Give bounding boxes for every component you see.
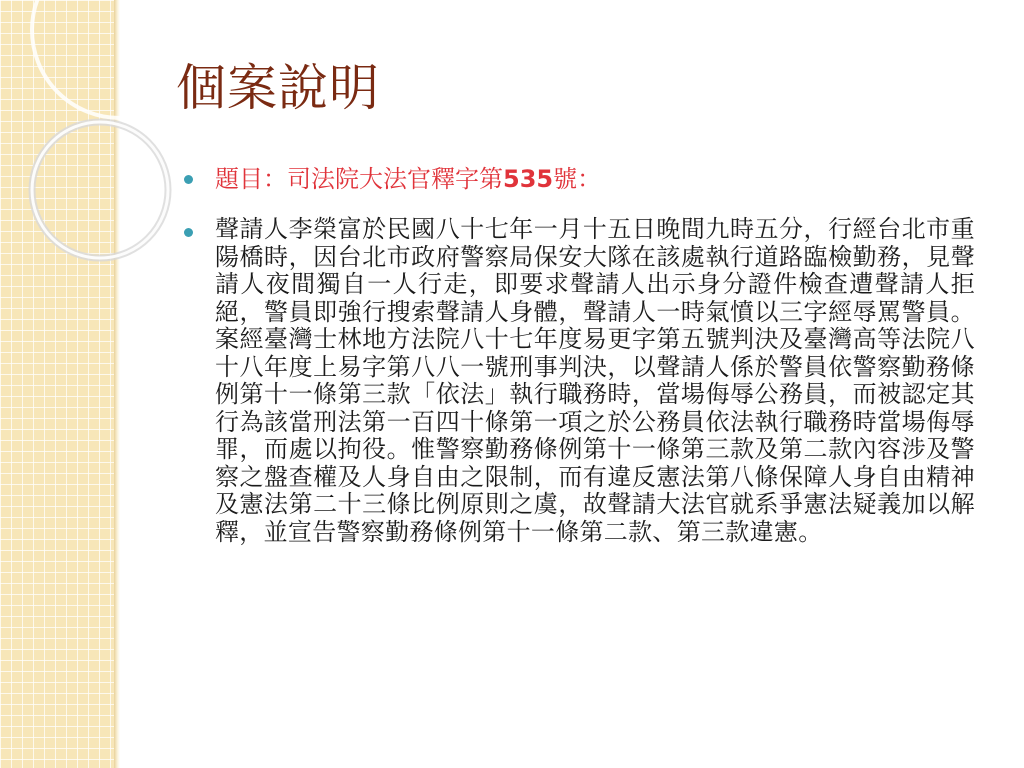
topic-prefix: 題目：司法院大法官釋字第 — [215, 165, 503, 193]
decorative-rings — [0, 0, 200, 300]
bullet-item-case-description — [184, 216, 984, 546]
bullet-dot-icon — [184, 175, 193, 184]
bullet-item-topic — [184, 160, 984, 198]
topic-suffix: 號： — [553, 165, 602, 193]
topic-text — [215, 160, 984, 198]
slide-title: 個案說明 — [176, 59, 380, 117]
decorative-ring-small-highlight — [32, 122, 168, 258]
case-description-text: 聲請人李榮富於民國八十七年一月十五日晚間九時五分，行經台北市重陽橋時，因台北市政府警察局保安大隊在該處執行道路臨檢勤務，見聲請人夜間獨自一人行走，即要求聲請人出示身分證件檢查遭聲請人拒絕，警員即強行搜索聲請人身體，聲請人一時氣憤以三字經辱罵警員。案經臺灣士林地方法院八十七年度易更字第五號判決及臺灣高等法院八十八年度上易字第八八一號刑事判決，以聲請人係於警員依警察勤務條例第十一條第三款「依法」執行職務時，當場侮辱公務員，而被認定其行為該當刑法第一百四十條第一項之於公務員依法執行職務時當場侮辱罪，而處以拘役。惟警察勤務條例第十一條第三款及第二款內容涉及警察之盤查權及人身自由之限制，而有違反憲法第八條保障人身自由精神及憲法第二十三條比例原則之虞，故聲請大法官就系爭憲法疑義加以解釋，並宣告警察勤務條例第十一條第二款、第三款違憲。 — [215, 215, 975, 546]
topic-number: 535 — [503, 165, 554, 193]
bullet-dot-icon — [184, 228, 193, 237]
bullet-list — [184, 160, 984, 564]
decorative-ring-large — [32, 0, 200, 118]
